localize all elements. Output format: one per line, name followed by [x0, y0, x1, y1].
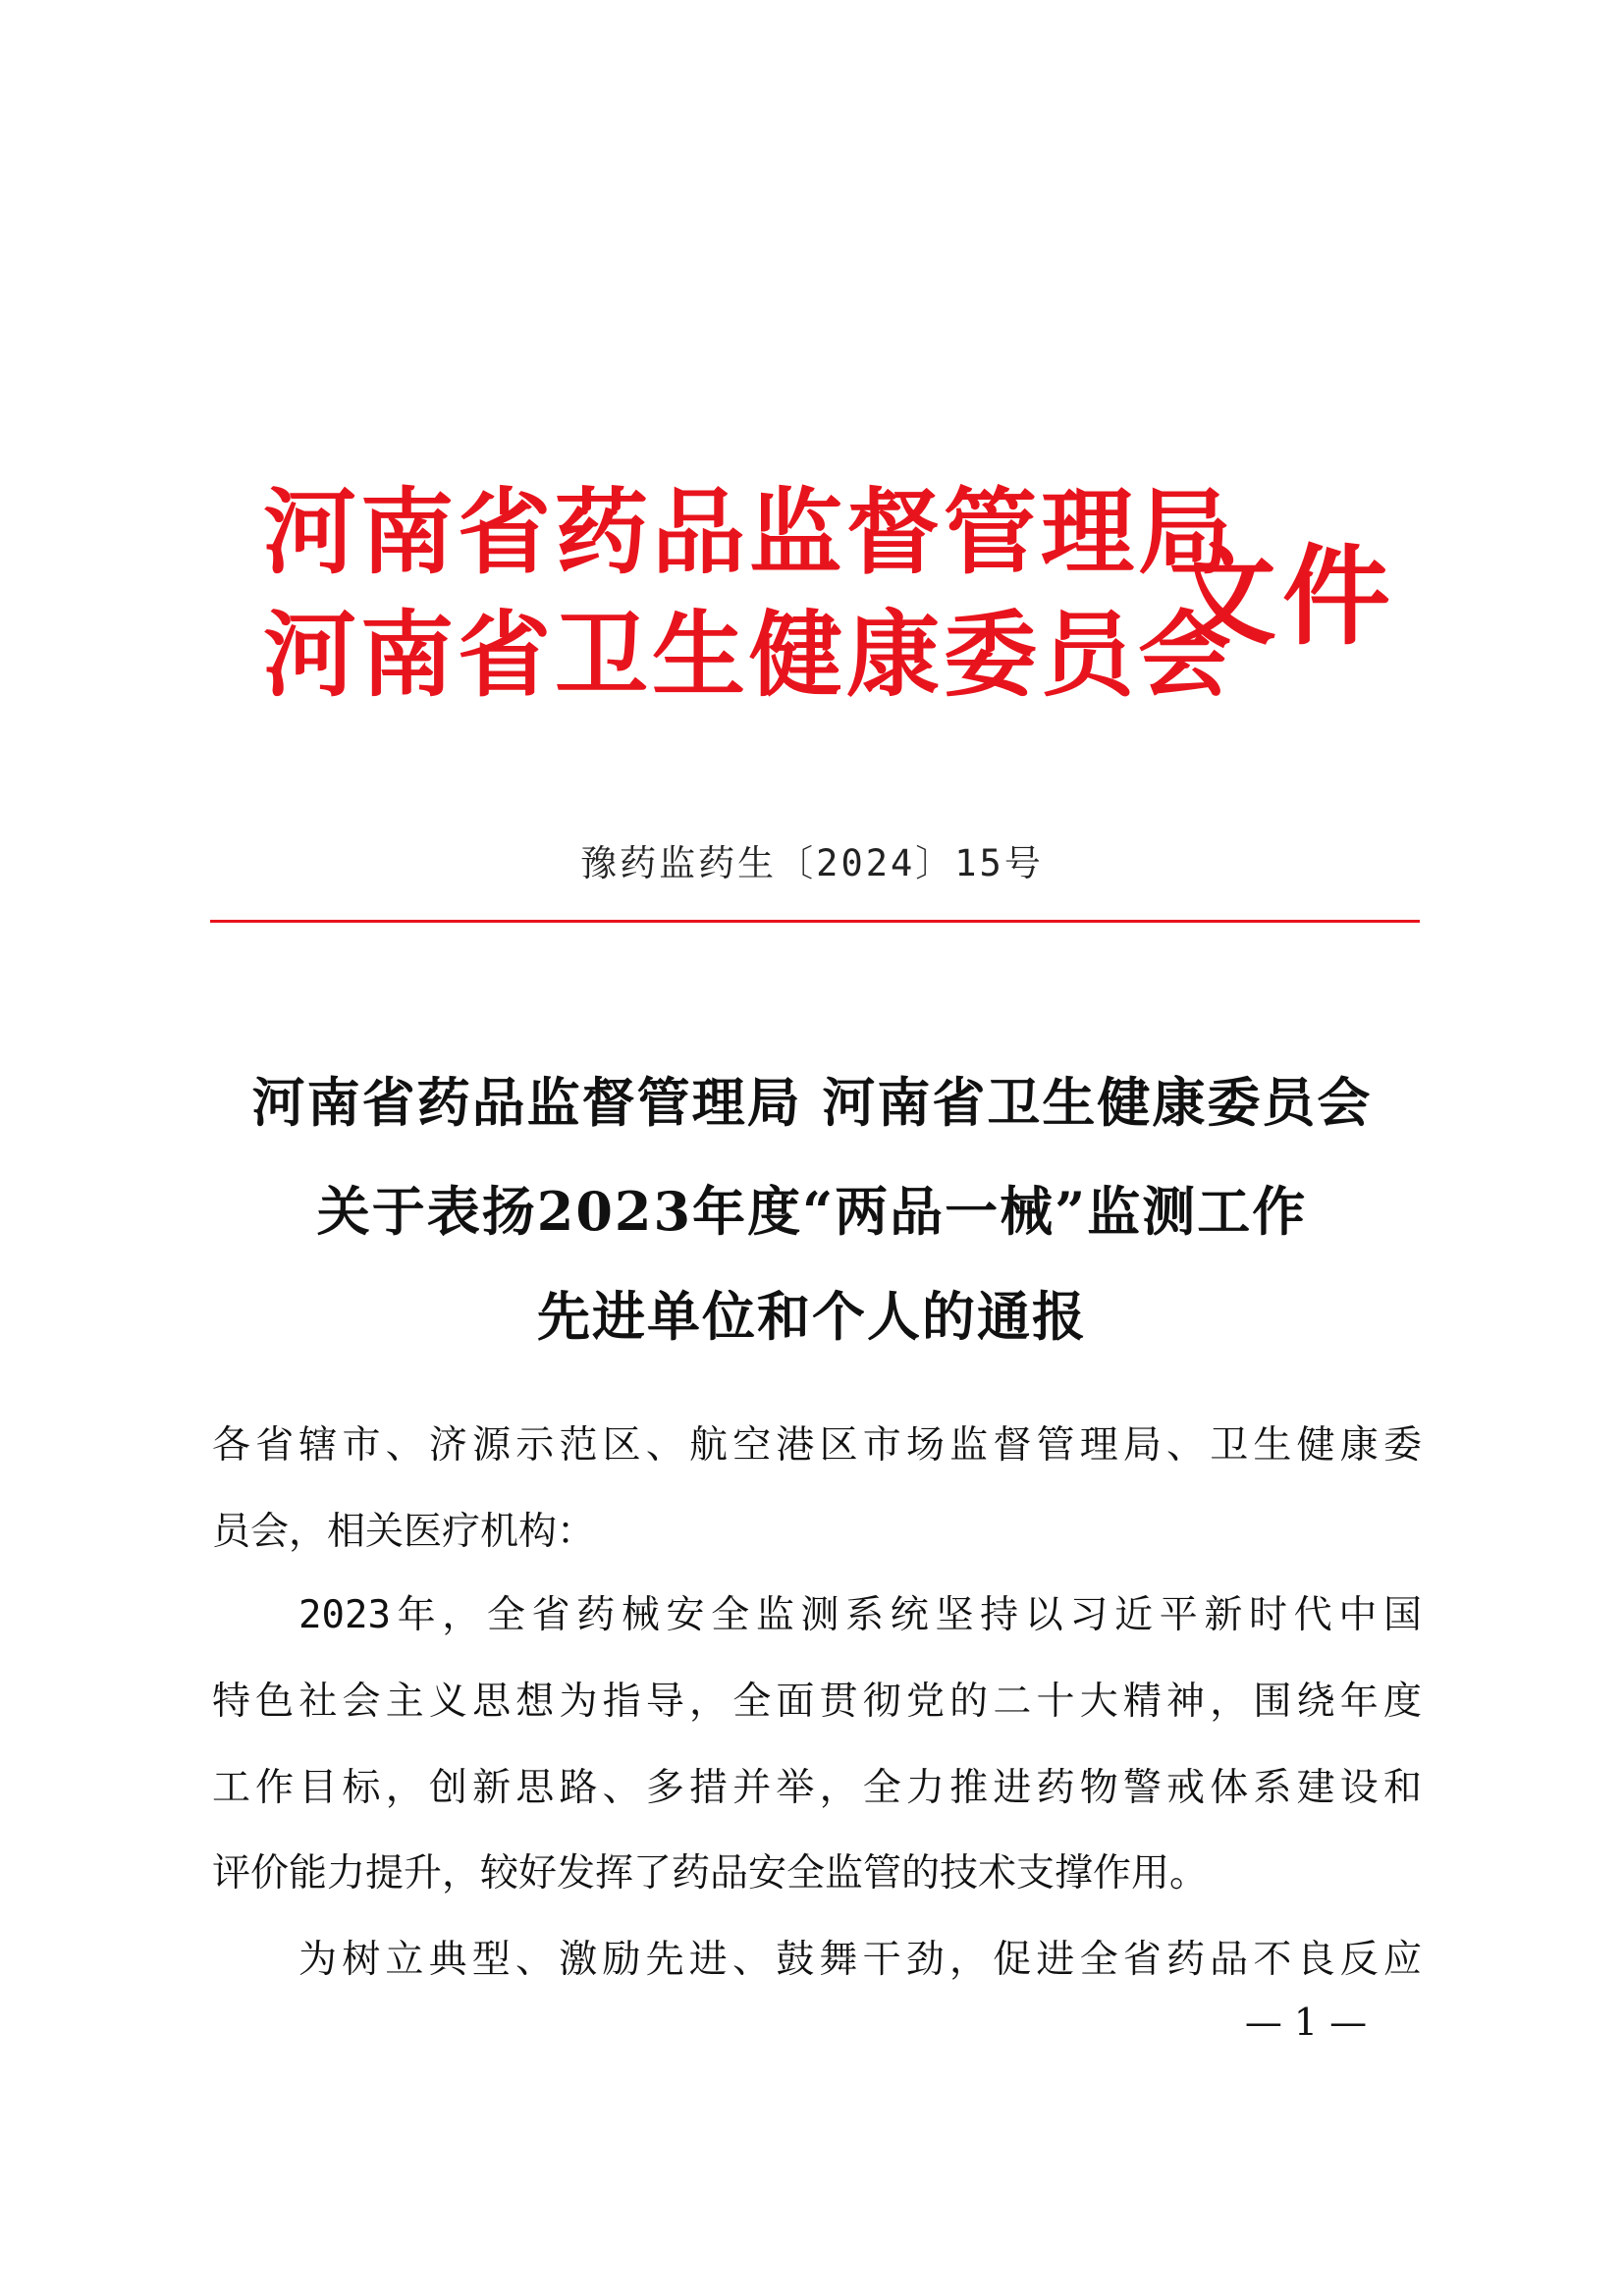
paragraph-1-line-1: 2023年，全省药械安全监测系统坚持以习近平新时代中国 — [298, 1593, 1422, 1637]
issuer-name-1: 河南省药品监督管理局 — [263, 478, 1236, 587]
salutation-line-1: 各省辖市、济源示范区、航空港区市场监督管理局、卫生健康委 — [212, 1423, 1422, 1468]
page-number: — 1 — — [1244, 2001, 1368, 2044]
title-line-2: 关于表扬2023年度“两品一械”监测工作 — [316, 1180, 1308, 1243]
salutation-line-2: 员会，相关医疗机构： — [212, 1510, 596, 1554]
paragraph-1-line-2: 特色社会主义思想为指导，全面贯彻党的二十大精神，围绕年度 — [212, 1680, 1422, 1724]
title-line-3: 先进单位和个人的通报 — [537, 1285, 1087, 1348]
red-divider-line — [210, 920, 1420, 923]
issuer-name-2: 河南省卫生健康委员会 — [263, 601, 1236, 710]
title-line-1: 河南省药品监督管理局 河南省卫生健康委员会 — [251, 1071, 1373, 1134]
paragraph-1-line-3: 工作目标，创新思路、多措并举，全力推进药物警戒体系建设和 — [212, 1766, 1422, 1810]
document-word: 文件 — [1168, 533, 1396, 660]
document-number: 豫药监药生〔2024〕15号 — [580, 842, 1044, 884]
paragraph-2-line-1: 为树立典型、激励先进、鼓舞干劲，促进全省药品不良反应 — [298, 1938, 1422, 1982]
paragraph-1-line-4: 评价能力提升，较好发挥了药品安全监管的技术支撑作用。 — [212, 1851, 1209, 1896]
